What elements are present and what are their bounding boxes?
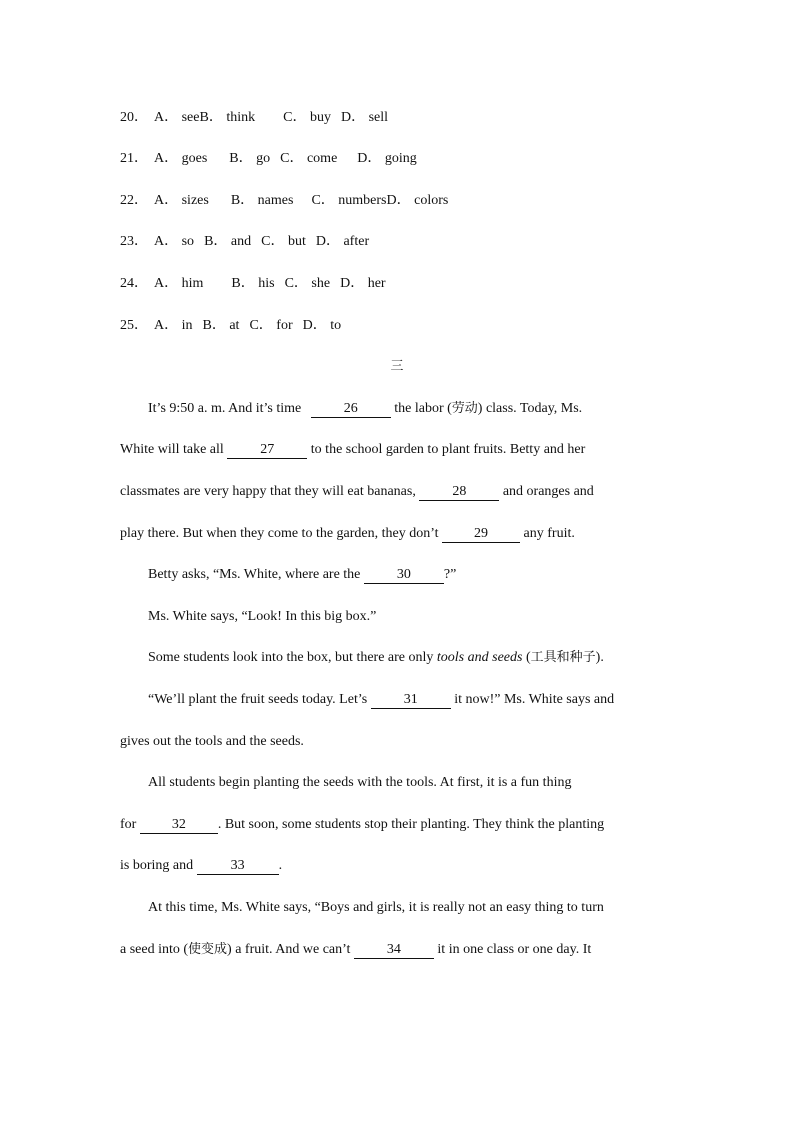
passage-line: for 32 . But soon, some students stop their planting. They think the planting (120, 817, 605, 832)
choice-row-22 (120, 192, 448, 210)
choice-row-23 (120, 233, 369, 251)
option-b: B． and (204, 234, 252, 249)
blank-31[interactable]: 31 (371, 692, 451, 709)
option-b: B． go (229, 151, 271, 166)
question-number: 21． (120, 151, 148, 166)
passage-line: At this time, Ms. White says, “Boys and girls, it is really not an easy thing to turn (148, 900, 604, 915)
option-a: A． him (154, 276, 204, 291)
question-number: 25． (120, 318, 148, 333)
choice-row-20 (120, 109, 388, 127)
option-c: C． but (261, 234, 306, 249)
passage-line: gives out the tools and the seeds. (120, 734, 304, 749)
blank-34[interactable]: 34 (354, 942, 434, 959)
option-a: A． sizes (154, 193, 209, 208)
passage-line: a seed into (使变成) a fruit. And we can’t 34 it in one class or one day. It (120, 942, 592, 957)
blank-33[interactable]: 33 (197, 858, 279, 875)
choice-row-25 (120, 317, 341, 335)
blank-29[interactable]: 29 (442, 526, 520, 543)
passage-line: Some students look into the box, but there are only tools and seeds (工具和种子). (148, 650, 604, 665)
option-a: A． see (154, 110, 200, 125)
passage-line: All students begin planting the seeds with the tools. At first, it is a fun thing (148, 775, 572, 790)
option-d: D． colors (386, 193, 449, 208)
italic-term: tools and seeds (436, 650, 523, 665)
blank-28[interactable]: 28 (419, 484, 499, 501)
blank-30[interactable]: 30 (364, 567, 444, 584)
option-b: B． at (202, 318, 240, 333)
option-d: D． sell (340, 110, 389, 125)
passage-line: Ms. White says, “Look! In this big box.” (148, 609, 377, 624)
option-d: D． after (315, 234, 370, 249)
passage-line: It’s 9:50 a. m. And it’s time 26 the labor (劳动) class. Today, Ms. (148, 401, 583, 416)
option-d: D． going (357, 151, 417, 166)
choice-row-24 (120, 275, 386, 293)
option-a: A． goes (154, 151, 208, 166)
passage-line: play there. But when they come to the garden, they don’t 29 any fruit. (120, 526, 575, 541)
option-c: C． come (280, 151, 338, 166)
option-c: C． for (249, 318, 293, 333)
option-a: A． in (154, 318, 193, 333)
option-d: D． her (340, 276, 386, 291)
option-b: B． think (199, 110, 256, 125)
question-number: 23． (120, 234, 148, 249)
blank-32[interactable]: 32 (140, 817, 218, 834)
passage-line: classmates are very happy that they will eat bananas, 28 and oranges and (120, 484, 594, 499)
passage-line: “We’ll plant the fruit seeds today. Let’s 31 it now!” Ms. White says and (148, 692, 615, 707)
question-number: 20． (120, 110, 148, 125)
passage-line: White will take all 27 to the school garden to plant fruits. Betty and her (120, 442, 586, 457)
question-number: 22． (120, 193, 148, 208)
question-number: 24． (120, 276, 148, 291)
blank-27[interactable]: 27 (227, 442, 307, 459)
option-b: B． his (231, 276, 275, 291)
option-a: A． so (154, 234, 195, 249)
option-b: B． names (230, 193, 294, 208)
option-c: C． numbers (311, 193, 387, 208)
choice-row-21 (120, 150, 417, 168)
section-title: 三 (390, 359, 404, 374)
option-d: D． to (302, 318, 342, 333)
option-c: C． she (284, 276, 331, 291)
passage-line: Betty asks, “Ms. White, where are the 30 ?” (148, 567, 457, 582)
option-c: C． buy (283, 110, 331, 125)
blank-26[interactable]: 26 (311, 401, 391, 418)
passage-line: is boring and 33 . (120, 858, 283, 873)
